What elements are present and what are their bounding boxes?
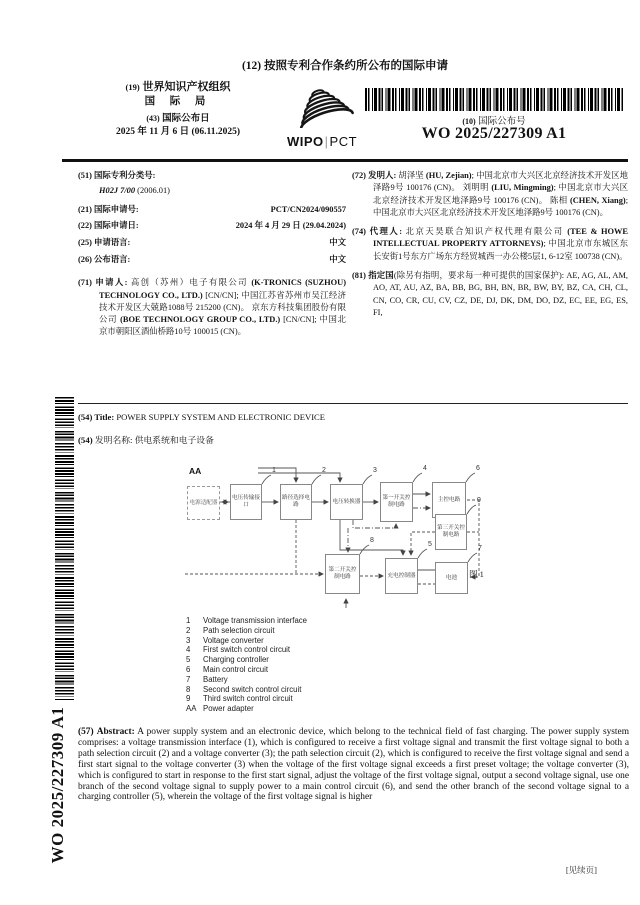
field-filing-language: (25) 申请语言: 中文 bbox=[78, 238, 346, 248]
issuing-organization-block bbox=[78, 80, 278, 139]
abstract-text: A power supply system and an electronic device, which belong to the technical field of fast charging. The power supply system comprises: a voltage transmission interface (1), which is configured to receive a first voltage signal and transmit the first voltage signal to both a path selection circuit (2) and a voltage converter (3); the path selection circuit (2), which is configured to receive the first voltage signal and send a first start signal to the voltage converter (3) when the voltage of the first voltage signal exceeds a first preset voltage; the voltage converter (3), which is configured to start in response to the first start signal, adjust the voltage of the first voltage signal, output a second voltage signal, use one branch of the second voltage signal to supply power to a main control circuit (6), and send the other branch of the second voltage signal to a charging controller (5), wherein the voltage of the first voltage signal is higher bbox=[78, 727, 629, 803]
field-applicants: (71) 申请人: 高创（苏州）电子有限公司 (K-TRONICS (SUZHOU) TECHNOLOGY CO., LTD.) [CN/CN]; 中国江苏省苏州市吴江经济技术开发区大兢路1088号 215200 (CN)。 京东方科技集团股份有限公司 (BOE TECHNOLOGY GROUP CO., LTD.) [CN/CN]; 中国北京市朝阳区酒仙桥路10号 100015 (CN)。 bbox=[78, 278, 347, 337]
sidebar-barcode bbox=[55, 397, 74, 700]
diagram-box-power-adapter: 电源适配器 bbox=[187, 486, 220, 520]
diagram-box-battery: 电池 bbox=[435, 562, 468, 594]
field-application-number: (21) 国际申请号: PCT/CN2024/090557 bbox=[78, 204, 346, 214]
field-publication-language: (26) 公布语言: 中文 bbox=[78, 254, 346, 264]
field-ipc: (51) 国际专利分类号: bbox=[78, 171, 156, 180]
sidebar-publication-number-vertical: WO 2025/227309 A1 bbox=[48, 706, 67, 864]
legend-item: 6 Main control circuit bbox=[186, 664, 268, 674]
diagram-box-voltage-transmission-interface: 电压传输接口 bbox=[230, 484, 262, 520]
field-code-57: (57) bbox=[78, 727, 94, 737]
section-divider bbox=[78, 403, 628, 404]
field-code-19: (19) bbox=[125, 82, 140, 92]
publication-number: WO 2025/227309 A1 bbox=[421, 125, 567, 142]
legend-item: 1 Voltage transmission interface bbox=[186, 616, 308, 625]
diagram-ref-5: 5 bbox=[428, 541, 432, 548]
legend-item: 8 Second switch control circuit bbox=[186, 684, 302, 694]
publication-number-label: (10) 国际公布号 bbox=[462, 117, 526, 127]
diagram-ref-9: 9 bbox=[477, 497, 481, 504]
wipo-logo bbox=[283, 84, 361, 149]
diagram-box-main-control-circuit: 主控电路 bbox=[432, 482, 466, 518]
diagram-box-charging-controller: 充电控制器 bbox=[385, 558, 418, 594]
diagram-ref-8: 8 bbox=[370, 537, 374, 544]
legend-item: 3 Voltage converter bbox=[186, 635, 264, 645]
header-divider bbox=[62, 159, 628, 162]
diagram-ref-3: 3 bbox=[373, 467, 377, 474]
field-code-10: (10) bbox=[462, 117, 476, 126]
diagram-ref-1: 1 bbox=[272, 467, 276, 474]
publication-date-label: (43) 国际公布日 bbox=[146, 114, 210, 125]
title-chinese: (54) 发明名称: 供电系统和电子设备 bbox=[78, 435, 214, 445]
legend-item: 9 Third switch control circuit bbox=[186, 694, 293, 704]
legend-item: 4 First switch control circuit bbox=[186, 645, 291, 655]
wipo-pct-wordmark: WIPO|PCT bbox=[286, 134, 358, 149]
continued-note: [见续页] bbox=[565, 865, 597, 875]
diagram-box-second-switch-control-circuit: 第二开关控制电路 bbox=[325, 554, 360, 594]
biblio-left-column bbox=[78, 170, 346, 343]
diagram-ref-4: 4 bbox=[423, 465, 427, 472]
abstract-label: Abstract: bbox=[96, 727, 135, 737]
diagram-box-path-selection-circuit: 路径选择电路 bbox=[280, 484, 312, 520]
adapter-tag-label: AA bbox=[189, 466, 202, 476]
figure-caption: 图 1 bbox=[469, 569, 484, 579]
diagram-box-third-switch-control-circuit: 第三开关控制电路 bbox=[435, 514, 467, 550]
organization-name: (19) 世界知识产权组织 bbox=[125, 81, 231, 93]
diagram-ref-6: 6 bbox=[476, 465, 480, 472]
abstract-paragraph bbox=[78, 727, 629, 803]
publication-date-value: 2025 年 11 月 6 日 (06.11.2025) bbox=[115, 126, 241, 137]
field-agent: (74) 代理人: 北京天昊联合知识产权代理有限公司 (TEE & HOWE INTELLECTUAL PROPERTY ATTORNEYS); 中国北京市东城区东长安街1号东方广场东方经贸城西一办公楼5层1, 6-12室 100738 (CN)。 bbox=[352, 227, 629, 261]
biblio-right-column bbox=[352, 170, 628, 323]
publication-type-line: (12) 按照专利合作条约所公布的国际申请 bbox=[241, 60, 449, 72]
figure-legend bbox=[186, 616, 456, 714]
legend-item: 2 Path selection circuit bbox=[186, 625, 275, 635]
field-filing-date: (22) 国际申请日: 2024 年 4 月 29 日 (29.04.2024) bbox=[78, 221, 346, 231]
diagram-ref-7: 7 bbox=[478, 545, 482, 552]
field-inventors: (72) 发明人: 胡泽坚 (HU, Zejian); 中国北京市大兴区北京经济技术开发区地泽路9号 100176 (CN)。 刘明明 (LIU, Mingming); 中国北京市大兴区北京经济技术开发区地泽路9号 100176 (CN)。 陈相 (CHEN, Xiang); 中国北京市大兴区北京经济技术开发区地泽路9号 100176 (CN)。 bbox=[352, 171, 629, 217]
diagram-box-first-switch-control-circuit: 第一开关控制电路 bbox=[380, 482, 413, 522]
field-ipc-value: H02J 7/00 (2006.01) bbox=[99, 186, 170, 196]
publication-barcode bbox=[365, 88, 623, 111]
field-designated-states: (81) 指定国(除另有指明，要求每一种可提供的国家保护): AE, AG, AL, AM, AO, AT, AU, AZ, BA, BB, BG, BH, BN, BR, BW, BY, BZ, CA, CH, CL, CN, CO, CR, CU, CV, CZ, DE, DJ, DK, DM, DO, DZ, EC, EE, EG, ES, FI, bbox=[352, 271, 629, 317]
title-english: (54) Title: POWER SUPPLY SYSTEM AND ELECTRONIC DEVICE bbox=[78, 412, 326, 422]
legend-item: AA Power adapter bbox=[186, 704, 254, 714]
diagram-box-voltage-converter: 电压转换器 bbox=[330, 484, 363, 520]
diagram-ref-2: 2 bbox=[322, 467, 326, 474]
legend-item: 7 Battery bbox=[186, 674, 228, 684]
wipo-globe-icon bbox=[283, 84, 361, 128]
figure-1-block-diagram bbox=[183, 462, 495, 614]
field-code-43: (43) bbox=[146, 114, 160, 124]
international-bureau: 国 际 局 bbox=[144, 95, 212, 107]
legend-item: 5 Charging controller bbox=[186, 655, 269, 665]
